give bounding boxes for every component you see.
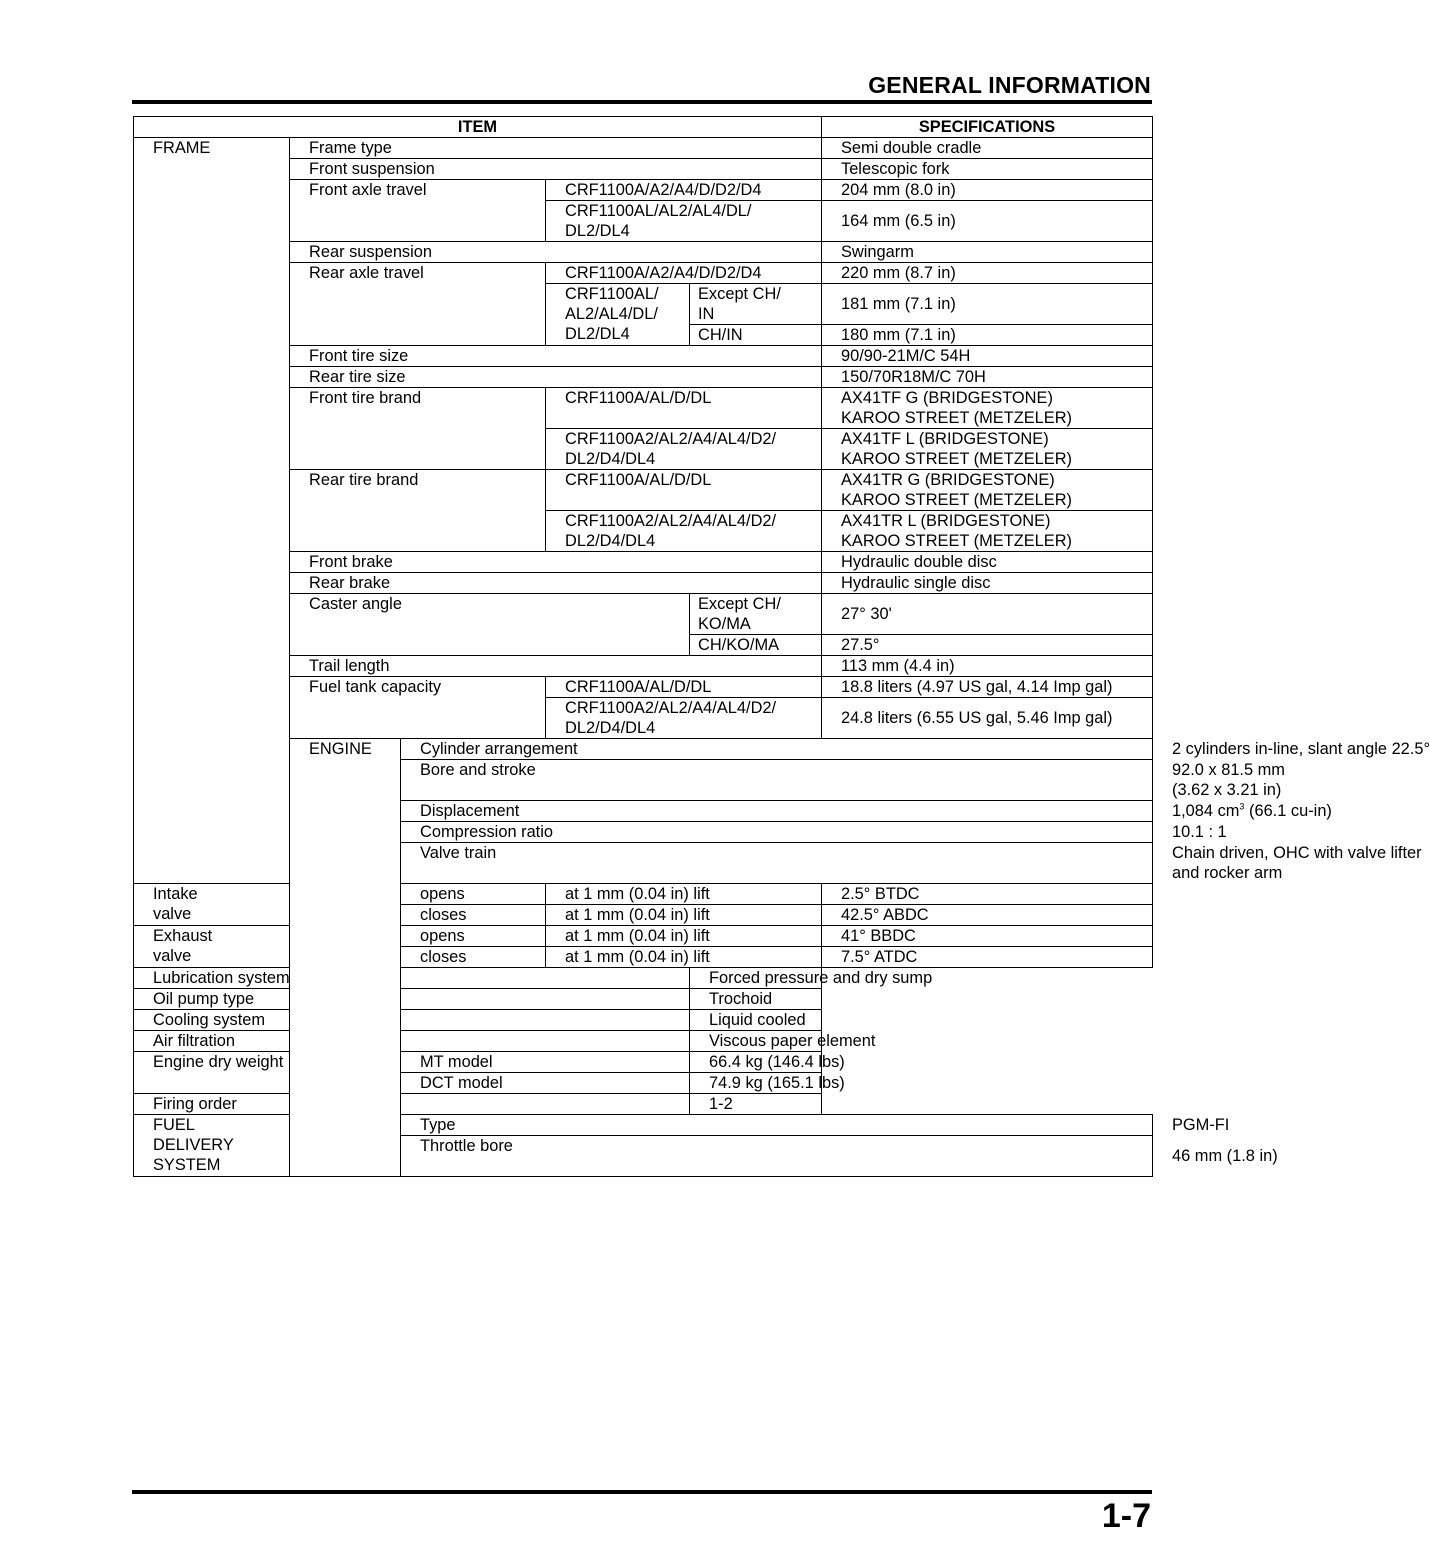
specifications-table (133, 116, 1430, 1177)
valve-event: closes (401, 905, 546, 926)
item-label: Firing order (134, 1094, 690, 1115)
spec-value: 41° BBDC (822, 926, 1153, 947)
spec-value: 113 mm (4.4 in) (822, 656, 1153, 677)
item-label: Throttle bore (401, 1136, 1153, 1177)
item-header: ITEM (134, 117, 822, 138)
model-cell: CRF1100A/A2/A4/D/D2/D4 (546, 263, 822, 284)
market-cell: Except CH/ IN (690, 284, 822, 325)
valve-condition: at 1 mm (0.04 in) lift (546, 905, 822, 926)
market-cell: CH/IN (690, 325, 822, 346)
table-row (134, 926, 1153, 947)
footer-rule (132, 1490, 1152, 1494)
item-label: Engine dry weight (134, 1052, 401, 1094)
model-cell: CRF1100AL/ AL2/AL4/DL/ DL2/DL4 (546, 284, 690, 346)
item-label: Rear tire brand (290, 470, 546, 552)
item-label: Displacement (401, 801, 1153, 822)
model-cell: CRF1100A/AL/D/DL (546, 470, 822, 511)
group-frame: FRAME (134, 138, 290, 884)
table-row: Bore and stroke 92.0 x 81.5 mm (3.62 x 3.21 in) (134, 760, 1153, 801)
spec-value: AX41TF G (BRIDGESTONE) KAROO STREET (METZELER) (822, 388, 1153, 429)
table-row: Valve train Chain driven, OHC with valve lifter and rocker arm (134, 843, 1153, 884)
spec-value: 66.4 kg (146.4 lbs) (690, 1052, 822, 1073)
table-row (134, 1052, 1153, 1073)
spec-value: 42.5° ABDC (822, 905, 1153, 926)
model-cell: CRF1100A2/AL2/A4/AL4/D2/ DL2/D4/DL4 (546, 698, 822, 739)
spec-value: 1-2 (690, 1094, 822, 1115)
spec-value: 7.5° ATDC (822, 947, 1153, 968)
group-fuel-delivery: FUEL DELIVERY SYSTEM (134, 1115, 290, 1177)
spec-value: Viscous paper element (690, 1031, 822, 1052)
valve-condition: at 1 mm (0.04 in) lift (546, 947, 822, 968)
valve-event: closes (401, 947, 546, 968)
spec-value: 18.8 liters (4.97 US gal, 4.14 Imp gal) (822, 677, 1153, 698)
spec-value: Liquid cooled (690, 1010, 822, 1031)
spec-value: 27° 30' (822, 594, 1153, 635)
item-label: Front suspension (290, 159, 822, 180)
table-row (134, 1010, 1153, 1031)
spec-value: AX41TR L (BRIDGESTONE) KAROO STREET (METZELER) (822, 511, 1153, 552)
valve-condition: at 1 mm (0.04 in) lift (546, 926, 822, 947)
item-label: Rear suspension (290, 242, 822, 263)
spec-value: 181 mm (7.1 in) (822, 284, 1153, 325)
table-row (134, 1031, 1153, 1052)
item-label: Front brake (290, 552, 822, 573)
item-label: Air filtration (134, 1031, 690, 1052)
table-row (134, 968, 1153, 989)
model-cell: CRF1100AL/AL2/AL4/DL/ DL2/DL4 (546, 201, 822, 242)
spec-value: Semi double cradle (822, 138, 1153, 159)
item-label: Cylinder arrangement (401, 739, 1153, 760)
spec-value: AX41TR G (BRIDGESTONE) KAROO STREET (METZELER) (822, 470, 1153, 511)
item-label: Exhaust valve (134, 926, 290, 968)
spec-value: Telescopic fork (822, 159, 1153, 180)
table-row (134, 884, 1153, 905)
model-cell: CRF1100A/AL/D/DL (546, 677, 822, 698)
item-label: Valve train (401, 843, 1153, 884)
item-label: Rear axle travel (290, 263, 546, 346)
item-label: Oil pump type (134, 989, 690, 1010)
table-row (134, 989, 1153, 1010)
table-row: ENGINE Cylinder arrangement 2 cylinders in-line, slant angle 22.5° (134, 739, 1153, 760)
spec-value: 27.5° (822, 635, 1153, 656)
model-cell: CRF1100A2/AL2/A4/AL4/D2/ DL2/D4/DL4 (546, 511, 822, 552)
item-label: Lubrication system (134, 968, 690, 989)
displacement-unit-exponent: 3 (1239, 801, 1245, 812)
spec-value: 2.5° BTDC (822, 884, 1153, 905)
table-row (134, 138, 1153, 159)
item-label: Caster angle (290, 594, 690, 656)
spec-value: 220 mm (8.7 in) (822, 263, 1153, 284)
model-cell: CRF1100A/A2/A4/D/D2/D4 (546, 180, 822, 201)
model-cell: DCT model (401, 1073, 690, 1094)
spec-value: Forced pressure and dry sump (690, 968, 822, 989)
page-number: 1-7 (1101, 1497, 1151, 1535)
spec-value: 204 mm (8.0 in) (822, 180, 1153, 201)
item-label: Frame type (290, 138, 822, 159)
model-cell: MT model (401, 1052, 690, 1073)
spec-value: 150/70R18M/C 70H (822, 367, 1153, 388)
page-title: GENERAL INFORMATION (868, 72, 1151, 98)
group-engine: ENGINE (290, 739, 401, 1177)
item-label: Rear brake (290, 573, 822, 594)
item-label: Front tire brand (290, 388, 546, 470)
valve-condition: at 1 mm (0.04 in) lift (546, 884, 822, 905)
model-cell: CRF1100A/AL/D/DL (546, 388, 822, 429)
table-row (134, 1094, 1153, 1115)
item-label: Fuel tank capacity (290, 677, 546, 739)
market-cell: Except CH/ KO/MA (690, 594, 822, 635)
spec-value: Swingarm (822, 242, 1153, 263)
spec-value: Hydraulic single disc (822, 573, 1153, 594)
spec-value: 180 mm (7.1 in) (822, 325, 1153, 346)
specifications-header: SPECIFICATIONS (822, 117, 1153, 138)
market-cell: CH/KO/MA (690, 635, 822, 656)
valve-event: opens (401, 884, 546, 905)
displacement-imperial: (66.1 cu-in) (1244, 802, 1332, 820)
table-row: Compression ratio 10.1 : 1 (134, 822, 1153, 843)
header-rule (132, 100, 1152, 104)
item-label: Trail length (290, 656, 822, 677)
table-header-row (134, 117, 1153, 138)
spec-value: AX41TF L (BRIDGESTONE) KAROO STREET (METZELER) (822, 429, 1153, 470)
item-label: Bore and stroke (401, 760, 1153, 801)
item-label: Front tire size (290, 346, 822, 367)
spec-value: 74.9 kg (165.1 lbs) (690, 1073, 822, 1094)
item-label: Intake valve (134, 884, 290, 926)
item-label: Rear tire size (290, 367, 822, 388)
item-label: Front axle travel (290, 180, 546, 242)
spec-value: 90/90-21M/C 54H (822, 346, 1153, 367)
spec-value: 24.8 liters (6.55 US gal, 5.46 Imp gal) (822, 698, 1153, 739)
item-label: Cooling system (134, 1010, 690, 1031)
spec-value: Trochoid (690, 989, 822, 1010)
spec-value: Hydraulic double disc (822, 552, 1153, 573)
model-cell: CRF1100A2/AL2/A4/AL4/D2/ DL2/D4/DL4 (546, 429, 822, 470)
table-row: Throttle bore 46 mm (1.8 in) (134, 1136, 1153, 1177)
displacement-value: 1,084 cm (1172, 802, 1240, 820)
item-label: Type (401, 1115, 1153, 1136)
table-row: FUEL DELIVERY SYSTEM Type PGM-FI (134, 1115, 1153, 1136)
item-label: Compression ratio (401, 822, 1153, 843)
valve-event: opens (401, 926, 546, 947)
spec-value: 164 mm (6.5 in) (822, 201, 1153, 242)
